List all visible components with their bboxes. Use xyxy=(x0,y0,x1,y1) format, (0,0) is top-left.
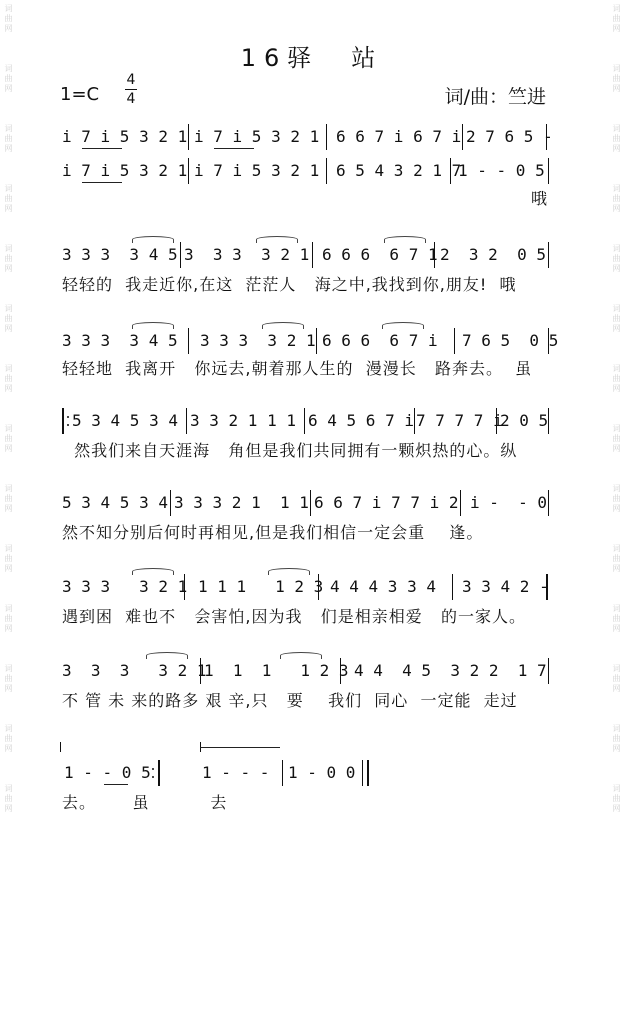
repeat-dot xyxy=(67,424,69,426)
watermark-text: 词曲网 xyxy=(612,124,621,154)
watermark-text: 词曲网 xyxy=(612,604,621,634)
bar-line xyxy=(414,408,415,434)
bar-line xyxy=(188,158,189,184)
watermark-text: 词曲网 xyxy=(4,364,13,394)
watermark-text: 词曲网 xyxy=(4,64,13,94)
bar-line xyxy=(326,124,327,150)
volta-mark xyxy=(60,742,61,752)
watermark-text: 词曲网 xyxy=(612,724,621,754)
bar-line xyxy=(452,574,453,600)
time-signature xyxy=(125,72,137,107)
measure: 3 3 2 1 1 1 xyxy=(190,411,296,430)
watermark-right-column xyxy=(608,0,624,860)
bar-line xyxy=(548,658,549,684)
measure: 3 3 3 3 2 1 xyxy=(184,245,310,264)
measure: i - - 0 xyxy=(470,493,548,512)
measure: 1 1 1 1 2 3 xyxy=(204,661,349,680)
measure: 4 4 4 5 3 2 2 1 7 xyxy=(354,661,547,680)
slur xyxy=(132,322,174,329)
bar-line xyxy=(546,124,547,150)
watermark-text: 词曲网 xyxy=(4,124,13,154)
measure: 3 3 3 3 4 5 xyxy=(62,245,178,264)
slur xyxy=(256,236,298,243)
bar-line xyxy=(170,490,171,516)
watermark-text: 词曲网 xyxy=(4,604,13,634)
bar-line xyxy=(184,574,185,600)
lyric-line: 轻轻的 我走近你,在这 茫茫人 海之中,我找到你,朋友! 哦 xyxy=(62,275,517,294)
bar-line xyxy=(548,158,549,184)
lyric-line: 哦 xyxy=(530,189,548,208)
lyric-line: 不 管 未 来的路多 艰 辛,只 要 我们 同心 一定能 走过 xyxy=(62,691,518,710)
measure: 1 - - - xyxy=(202,763,270,782)
watermark-text: 词曲网 xyxy=(612,364,621,394)
final-bar-line xyxy=(362,760,363,786)
measure: 7 6 5 0 5 xyxy=(462,331,559,350)
watermark-text: 词曲网 xyxy=(4,724,13,754)
bar-line xyxy=(434,242,435,268)
measure: i 7 i 5 3 2 1 xyxy=(194,127,320,146)
slur xyxy=(382,322,424,329)
measure: 3 3 3 3 2 1 xyxy=(62,661,207,680)
measure: 3 3 3 3 2 1 xyxy=(62,577,188,596)
time-signature-top: 4 xyxy=(126,72,136,88)
measure: 2 3 2 0 5 xyxy=(440,245,546,264)
bar-line xyxy=(454,328,455,354)
composer-credit: 词/曲：竺进 xyxy=(444,86,546,108)
watermark-text: 词曲网 xyxy=(612,784,621,814)
notation-row xyxy=(62,330,559,352)
beam-underline xyxy=(104,784,128,785)
beam-underline xyxy=(82,182,122,183)
measure: i 7 i 5 3 2 1 xyxy=(194,161,320,180)
repeat-dot xyxy=(67,416,69,418)
notation-row xyxy=(62,660,552,682)
slur xyxy=(132,236,174,243)
bar-line xyxy=(548,242,549,268)
measure: 5 3 4 5 3 4 xyxy=(62,493,168,512)
watermark-text: 词曲网 xyxy=(612,4,621,34)
volta-bracket xyxy=(200,747,280,748)
notation-row xyxy=(62,576,552,598)
bar-line xyxy=(318,574,319,600)
notation-row xyxy=(62,410,552,432)
repeat-start-bar xyxy=(62,408,64,434)
bar-line xyxy=(450,158,451,184)
measure: 6 4 5 6 7 i xyxy=(308,411,414,430)
repeat-end-bar xyxy=(158,760,160,786)
bar-line xyxy=(548,490,549,516)
watermark-text: 词曲网 xyxy=(612,244,621,274)
bar-line xyxy=(200,658,201,684)
measure: 5 3 4 5 3 4 xyxy=(72,411,178,430)
notation-row xyxy=(62,762,552,784)
lyric-line: 轻轻地 我离开 你远去,朝着那人生的 漫漫长 路奔去。 虽 xyxy=(62,359,533,378)
measure: 2 0 5 xyxy=(500,411,549,430)
repeat-dot xyxy=(152,768,154,770)
watermark-text: 词曲网 xyxy=(612,544,621,574)
slur xyxy=(132,568,174,575)
bar-line xyxy=(188,124,189,150)
measure: 6 6 6 6 7 i xyxy=(322,331,438,350)
bar-line xyxy=(496,408,497,434)
measure: 2 7 6 5 - xyxy=(466,127,553,146)
notation-row xyxy=(62,126,552,148)
watermark-text: 词曲网 xyxy=(4,304,13,334)
time-signature-divider xyxy=(125,89,137,90)
watermark-text: 词曲网 xyxy=(4,664,13,694)
watermark-text: 词曲网 xyxy=(612,304,621,334)
song-title: 16驿 站 xyxy=(240,44,384,72)
measure: 3 3 4 2 - xyxy=(462,577,549,596)
bar-line xyxy=(462,124,463,150)
bar-line xyxy=(188,328,189,354)
lyric-line: 遇到困 难也不 会害怕,因为我 们是相亲相爱 的一家人。 xyxy=(62,607,527,626)
measure: 3 3 3 3 4 5 xyxy=(62,331,178,350)
bar-line xyxy=(186,408,187,434)
slur xyxy=(384,236,426,243)
bar-line xyxy=(312,242,313,268)
watermark-text: 词曲网 xyxy=(612,184,621,214)
watermark-text: 词曲网 xyxy=(4,244,13,274)
bar-line xyxy=(546,574,548,600)
bar-line xyxy=(460,490,461,516)
measure: 1 - 0 0 xyxy=(288,763,356,782)
watermark-text: 词曲网 xyxy=(4,484,13,514)
watermark-text: 词曲网 xyxy=(612,664,621,694)
lyric-line: 然我们来自天涯海 角但是我们共同拥有一颗炽热的心。纵 xyxy=(62,441,518,460)
bar-line xyxy=(316,328,317,354)
slur xyxy=(262,322,304,329)
bar-line xyxy=(180,242,181,268)
notation-row xyxy=(62,492,552,514)
measure: 7 7 7 7 i xyxy=(416,411,503,430)
measure: 6 6 7 i 7 7 i 2 xyxy=(314,493,459,512)
measure: 6 6 6 6 7 1 xyxy=(322,245,438,264)
bar-line xyxy=(548,328,549,354)
lyric-line: 去。 虽 去 xyxy=(62,793,228,812)
notation-row xyxy=(62,244,552,266)
measure: i 7 i 5 3 2 1 xyxy=(62,127,188,146)
time-signature-bottom: 4 xyxy=(126,91,136,107)
measure: 1 1 1 1 2 3 xyxy=(198,577,324,596)
lyric-line: 然不知分别后何时再相见,但是我们相信一定会重 逢。 xyxy=(62,523,484,542)
slur xyxy=(280,652,322,659)
measure: 1 - - 0 5 xyxy=(458,161,545,180)
bar-line xyxy=(310,490,311,516)
measure: 4 4 4 3 3 4 xyxy=(330,577,436,596)
slur xyxy=(268,568,310,575)
measure: 1 - - 0 5 xyxy=(64,763,151,782)
beam-underline xyxy=(214,148,254,149)
watermark-text: 词曲网 xyxy=(4,184,13,214)
watermark-left-column xyxy=(0,0,16,860)
watermark-text: 词曲网 xyxy=(612,64,621,94)
bar-line xyxy=(340,658,341,684)
measure: 6 5 4 3 2 1 7 xyxy=(336,161,462,180)
beam-underline xyxy=(82,148,122,149)
bar-line xyxy=(548,408,549,434)
bar-line xyxy=(326,158,327,184)
watermark-text: 词曲网 xyxy=(612,424,621,454)
notation-row xyxy=(62,160,552,182)
bar-line xyxy=(282,760,283,786)
measure: i 7 i 5 3 2 1 xyxy=(62,161,188,180)
watermark-text: 词曲网 xyxy=(4,4,13,34)
measure: 3 3 3 3 2 1 xyxy=(200,331,316,350)
key-signature: 1=C xyxy=(60,84,100,105)
watermark-text: 词曲网 xyxy=(4,424,13,454)
measure: 3 3 3 2 1 1 1 xyxy=(174,493,309,512)
watermark-text: 词曲网 xyxy=(4,784,13,814)
slur xyxy=(146,652,188,659)
measure: 6 6 7 i 6 7 i xyxy=(336,127,462,146)
final-bar-line xyxy=(367,760,369,786)
repeat-dot xyxy=(152,776,154,778)
watermark-text: 词曲网 xyxy=(612,484,621,514)
watermark-text: 词曲网 xyxy=(4,544,13,574)
bar-line xyxy=(304,408,305,434)
